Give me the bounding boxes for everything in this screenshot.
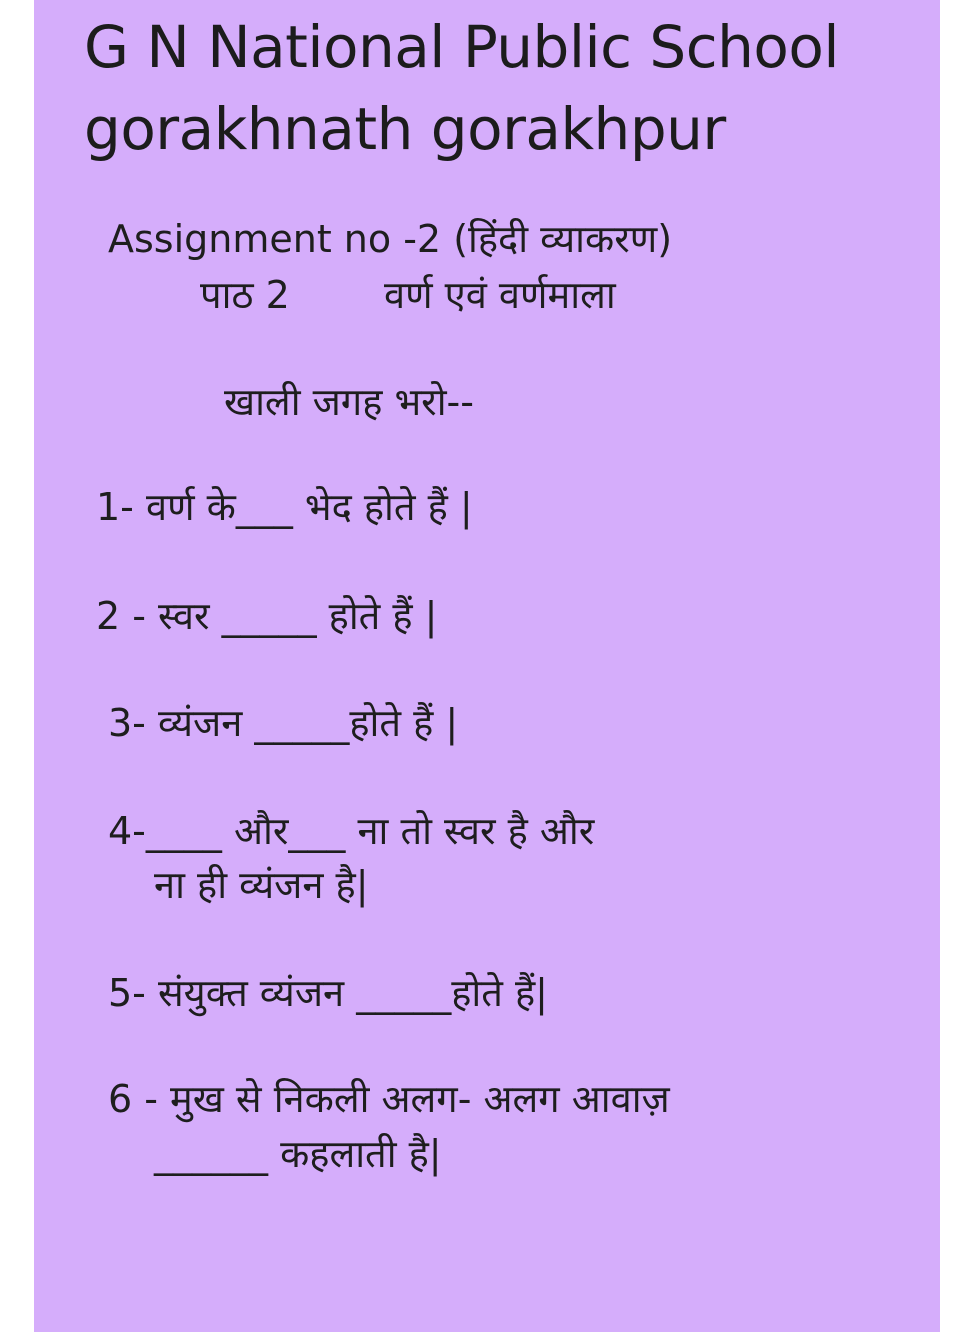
question-5: 5- संयुक्त व्यंजन _____होते हैं|: [108, 971, 548, 1015]
school-name: G N National Public School: [84, 13, 839, 81]
question-6-line-1: 6 - मुख से निकली अलग- अलग आवाज़: [108, 1077, 670, 1121]
question-4-line-1: 4-____ और___ ना तो स्वर है और: [108, 809, 595, 853]
question-4-line-2: ना ही व्यंजन है|: [154, 863, 369, 907]
worksheet-page: [34, 0, 940, 1332]
lesson-number: पाठ 2: [200, 273, 290, 317]
assignment-title: Assignment no -2 (हिंदी व्याकरण): [108, 217, 673, 261]
question-3: 3- व्यंजन _____होते हैं |: [108, 701, 459, 745]
lesson-title: वर्ण एवं वर्णमाला: [384, 273, 616, 317]
question-1: 1- वर्ण के___ भेद होते हैं |: [96, 485, 473, 529]
instruction: खाली जगह भरो--: [224, 380, 474, 424]
question-2: 2 - स्वर _____ होते हैं |: [96, 594, 438, 638]
question-6-line-2: ______ कहलाती है|: [154, 1132, 442, 1176]
school-location: gorakhnath gorakhpur: [84, 95, 726, 163]
